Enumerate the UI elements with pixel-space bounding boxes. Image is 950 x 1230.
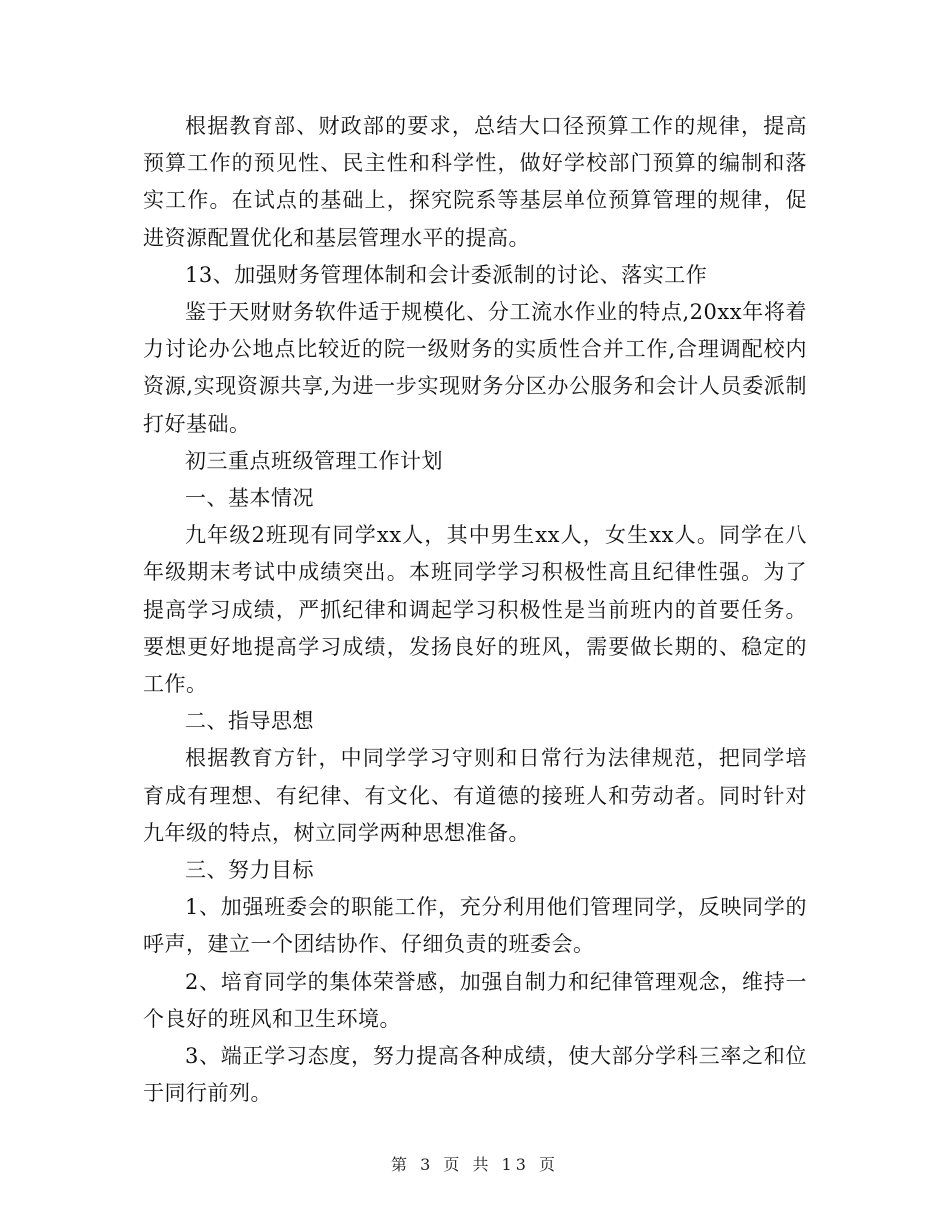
document-body <box>143 108 807 1112</box>
paragraph-finance-software: 鉴于天财财务软件适于规模化、分工流水作业的特点,20xx年将着力讨论办公地点比较近的院一级财务的实质性合并工作,合理调配校内资源,实现资源共享,为进一步实现财务分区办公服务和会计人员委派制打好基础。 <box>143 300 807 436</box>
paragraph-guiding-thought: 根据教育方针，中同学学习守则和日常行为法律规范，把同学培育成有理想、有纪律、有文化、有道德的接班人和劳动者。同时针对九年级的特点，树立同学两种思想准备。 <box>143 746 807 845</box>
page-number-footer: 第 3 页 共 13 页 <box>391 1155 559 1174</box>
heading-goals: 三、努力目标 <box>185 858 314 883</box>
heading-guiding-thought: 二、指导思想 <box>185 709 314 734</box>
section-title-class-plan: 初三重点班级管理工作计划 <box>185 448 443 473</box>
goal-item-3: 3、端正学习态度，努力提高各种成绩，使大部分学科三率之和位于同行前列。 <box>143 1044 807 1106</box>
goal-item-2: 2、培育同学的集体荣誉感，加强自制力和纪律管理观念，维持一个良好的班风和卫生环境。 <box>143 969 807 1031</box>
paragraph-basic-situation: 九年级2班现有同学xx人，其中男生xx人，女生xx人。同学在八年级期末考试中成绩突出。本班同学学习积极性高且纪律性强。为了提高学习成绩，严抓纪律和调起学习积极性是当前班内的首要任务。要想更好地提高学习成绩，发扬良好的班风，需要做长期的、稳定的工作。 <box>143 523 807 697</box>
heading-basic-situation: 一、基本情况 <box>185 486 314 511</box>
heading-item-13: 13、加强财务管理体制和会计委派制的讨论、落实工作 <box>185 262 708 287</box>
goal-item-1: 1、加强班委会的职能工作，充分利用他们管理同学，反映同学的呼声，建立一个团结协作、仔细负责的班委会。 <box>143 895 807 957</box>
paragraph-budget-work: 根据教育部、财政部的要求，总结大口径预算工作的规律，提高预算工作的预见性、民主性和科学性，做好学校部门预算的编制和落实工作。在试点的基础上，探究院系等基层单位预算管理的规律，促进资源配置优化和基层管理水平的提高。 <box>143 114 807 250</box>
